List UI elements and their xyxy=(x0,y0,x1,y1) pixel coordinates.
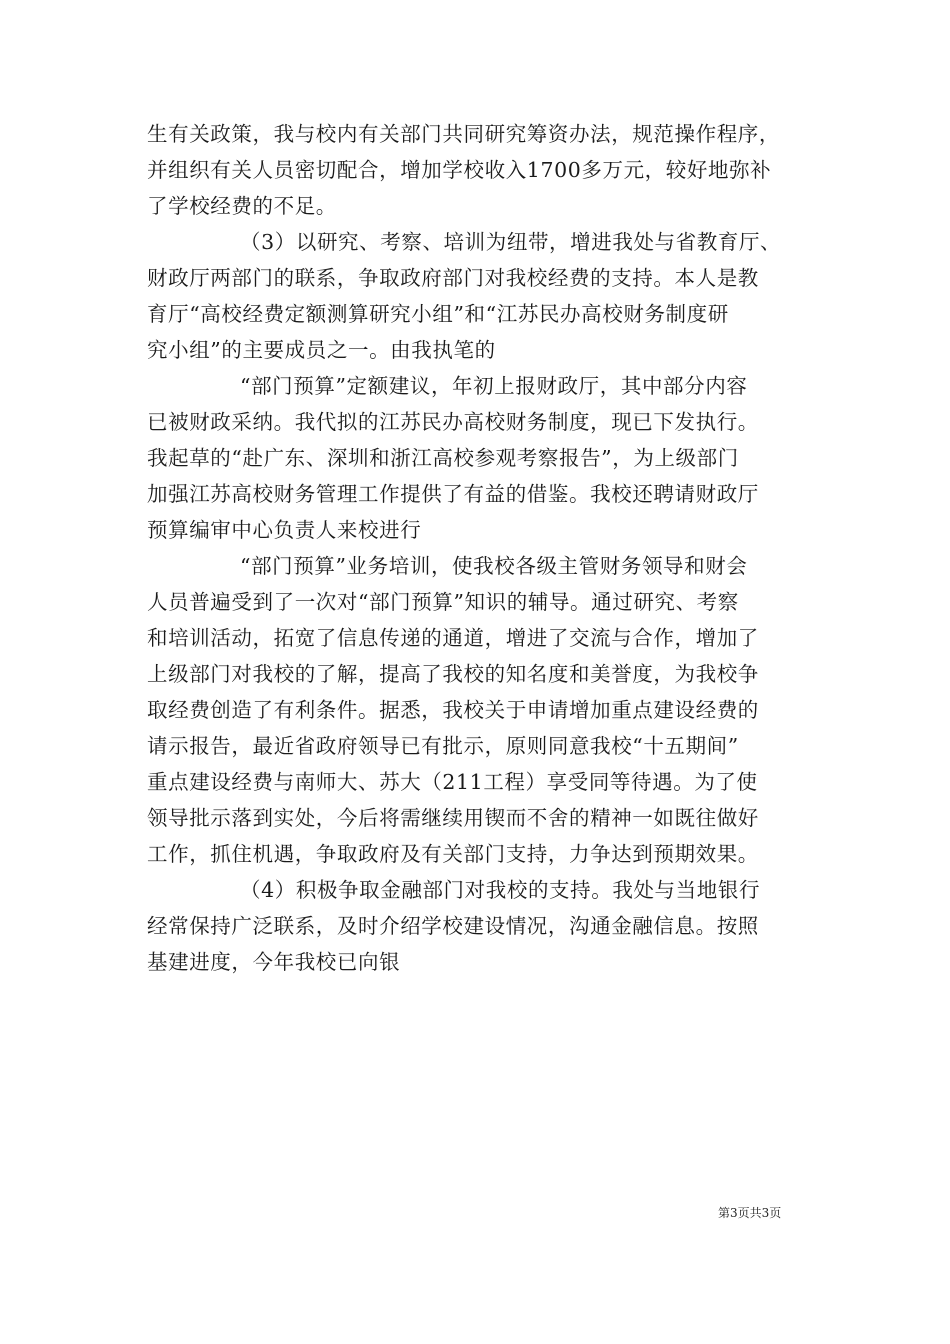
text-line: 我起草的“赴广东、深圳和浙江高校参观考察报告”，为上级部门 xyxy=(147,446,739,470)
text-line: 工作，抓住机遇，争取政府及有关部门支持，力争达到预期效果。 xyxy=(147,842,759,866)
page-number-footer: 第3页共3页 xyxy=(718,1206,782,1220)
text-line: 并组织有关人员密切配合，增加学校收入1700多万元，较好地弥补 xyxy=(147,158,772,182)
text-line: 经常保持广泛联系，及时介绍学校建设情况，沟通金融信息。按照 xyxy=(147,914,759,938)
text-line: 已被财政采纳。我代拟的江苏民办高校财务制度，现已下发执行。 xyxy=(147,410,759,434)
text-line: 育厅“高校经费定额测算研究小组”和“江苏民办高校财务制度研 xyxy=(147,302,729,326)
text-line: 生有关政策，我与校内有关部门共同研究筹资办法，规范操作程序， xyxy=(147,122,780,146)
text-line: 加强江苏高校财务管理工作提供了有益的借鉴。我校还聘请财政厅 xyxy=(147,482,759,506)
text-line: 究小组”的主要成员之一。由我执笔的 xyxy=(147,338,496,362)
text-line: 基建进度，今年我校已向银 xyxy=(147,950,401,974)
text-line: “部门预算”业务培训，使我校各级主管财务领导和财会 xyxy=(240,554,748,578)
text-line: 重点建设经费与南师大、苏大（211工程）享受同等待遇。为了使 xyxy=(147,770,758,794)
text-line: 上级部门对我校的了解，提高了我校的知名度和美誉度，为我校争 xyxy=(147,662,759,686)
text-line: 取经费创造了有利条件。据悉，我校关于申请增加重点建设经费的 xyxy=(147,698,759,722)
paragraph-4-heading-line: （4）积极争取金融部门对我校的支持。我处与当地银行 xyxy=(240,878,761,902)
text-line: 和培训活动，拓宽了信息传递的通道，增进了交流与合作，增加了 xyxy=(147,626,759,650)
text-line: 财政厅两部门的联系，争取政府部门对我校经费的支持。本人是教 xyxy=(147,266,759,290)
text-line: “部门预算”定额建议，年初上报财政厅，其中部分内容 xyxy=(240,374,748,398)
text-line: 请示报告，最近省政府领导已有批示，原则同意我校“十五期间” xyxy=(147,734,739,758)
text-line: 了学校经费的不足。 xyxy=(147,194,337,218)
paragraph-3-heading-line: （3）以研究、考察、培训为纽带，增进我处与省教育厅、 xyxy=(240,230,782,254)
text-line: 人员普遍受到了一次对“部门预算”知识的辅导。通过研究、考察 xyxy=(147,590,739,614)
text-line: 预算编审中心负责人来校进行 xyxy=(147,518,422,542)
text-line: 领导批示落到实处，今后将需继续用锲而不舍的精神一如既往做好 xyxy=(147,806,759,830)
